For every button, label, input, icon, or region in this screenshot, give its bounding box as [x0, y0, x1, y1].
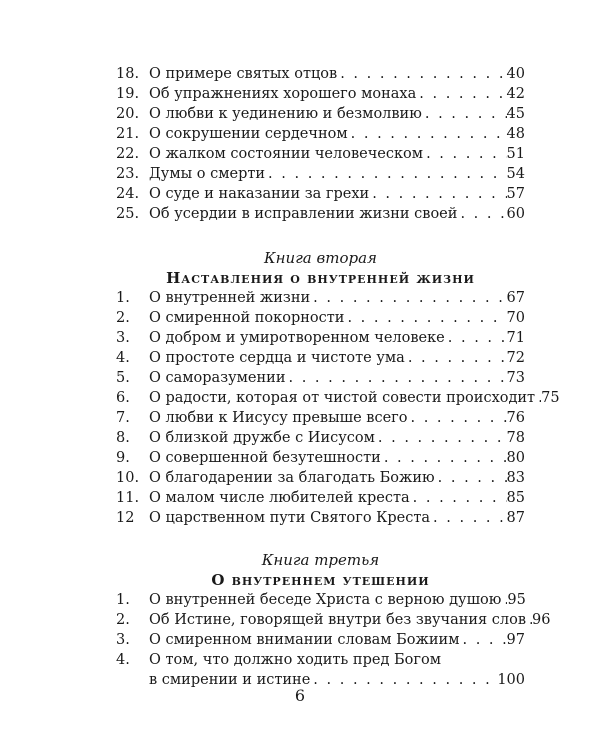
dot-leader — [375, 428, 507, 448]
toc-entry[interactable] — [116, 448, 525, 468]
entry-title: О примере святых отцов — [149, 66, 338, 82]
toc-entry[interactable] — [116, 348, 525, 368]
entry-title: О царственном пути Святого Креста — [149, 510, 431, 526]
toc-entry[interactable] — [116, 184, 525, 204]
dot-leader — [286, 368, 507, 388]
entry-number: 25. — [116, 206, 140, 222]
toc-entry[interactable] — [116, 428, 525, 448]
entry-page-number: 87 — [506, 510, 525, 526]
entry-page-number: 71 — [506, 330, 525, 346]
book3-heading: О внутреннем утешении — [211, 571, 430, 589]
toc-entry-book3-4[interactable] — [116, 650, 525, 670]
entry-number: 12 — [116, 510, 135, 526]
entry-number: 4. — [116, 350, 130, 366]
entry-title: О суде и наказании за грехи — [149, 186, 370, 202]
book2-heading: Наставления о внутренней жизни — [166, 269, 475, 287]
toc-entry[interactable] — [116, 164, 525, 184]
entry-number: 8. — [116, 430, 130, 446]
dot-leader — [457, 204, 506, 224]
entry-number: 1. — [116, 592, 130, 608]
entry-page-number: 83 — [506, 470, 525, 486]
table-of-contents — [116, 64, 560, 690]
dot-leader — [416, 84, 506, 104]
toc-entry[interactable] — [116, 288, 525, 308]
entry-number: 20. — [116, 106, 140, 122]
entry-page-number: 48 — [506, 126, 525, 142]
dot-leader — [344, 308, 506, 328]
entry-number: 5. — [116, 370, 130, 386]
entry-title: О саморазумении — [149, 370, 286, 386]
entry-number: 10. — [116, 470, 140, 486]
entry-title: О добром и умиротворенном человеке — [149, 330, 445, 346]
entry-title: О радости, которая от чистой совести происходит — [149, 390, 536, 406]
entry-page-number: 67 — [506, 290, 525, 306]
toc-entry[interactable] — [116, 590, 525, 610]
dot-leader — [445, 328, 507, 348]
dot-leader — [348, 124, 507, 144]
entry-number: 2. — [116, 310, 130, 326]
toc-entry[interactable] — [116, 368, 525, 388]
entry-number: 3. — [116, 632, 130, 648]
entry-title: О жалком состоянии человеческом — [149, 146, 424, 162]
book2-entry-list — [116, 288, 560, 528]
entry-number: 9. — [116, 450, 130, 466]
entry-number: 22. — [116, 146, 140, 162]
entry-number: 23. — [116, 166, 140, 182]
dot-leader — [459, 630, 506, 650]
toc-entry[interactable] — [116, 610, 551, 630]
dot-leader — [435, 468, 507, 488]
entry-page-number: 70 — [506, 310, 525, 326]
toc-entry[interactable] — [116, 630, 525, 650]
entry-page-number: 85 — [506, 490, 525, 506]
entry-number: 7. — [116, 410, 130, 426]
dot-leader — [408, 408, 507, 428]
entry-title: О смиренном внимании словам Божиим — [149, 632, 460, 648]
entry-number: 18. — [116, 66, 140, 82]
toc-entry[interactable] — [116, 388, 560, 408]
dot-leader — [369, 184, 506, 204]
dot-leader — [265, 164, 507, 184]
toc-entry[interactable] — [116, 468, 525, 488]
entry-page-number: 100 — [497, 672, 525, 688]
page-number: 6 — [294, 686, 306, 705]
entry-page-number: 72 — [506, 350, 525, 366]
entry-title: О простоте сердца и чистоте ума — [149, 350, 405, 366]
entry-page-number: 40 — [506, 66, 525, 82]
entry-page-number: 97 — [506, 632, 525, 648]
entry-title: Об Истине, говорящей внутри без звучания слов — [149, 612, 527, 628]
toc-entry[interactable] — [116, 124, 525, 144]
toc-entry[interactable] — [116, 508, 525, 528]
toc-entry[interactable] — [116, 408, 525, 428]
entry-title: О благодарении за благодать Божию — [149, 470, 435, 486]
entry-page-number: 95 — [507, 592, 526, 608]
entry-number: 3. — [116, 330, 130, 346]
entry-page-number: 51 — [506, 146, 525, 162]
toc-entry[interactable] — [116, 308, 525, 328]
toc-entry[interactable] — [116, 104, 525, 124]
entry-title: О сокрушении сердечном — [149, 126, 348, 142]
dot-leader — [422, 104, 507, 124]
book1-entry-list — [116, 64, 525, 224]
entry-page-number: 75 — [541, 390, 560, 406]
toc-entry[interactable] — [116, 204, 525, 224]
book3-entry-list — [116, 590, 551, 650]
entry-page-number: 76 — [506, 410, 525, 426]
dot-leader — [310, 288, 506, 308]
entry-number: 21. — [116, 126, 140, 142]
entry-title: Об усердии в исправлении жизни своей — [149, 206, 458, 222]
entry-title: О любви к Иисусу превыше всего — [149, 410, 408, 426]
entry-number: 19. — [116, 86, 140, 102]
entry-page-number: 54 — [506, 166, 525, 182]
entry-page-number: 60 — [506, 206, 525, 222]
dot-leader — [423, 144, 506, 164]
entry-title-line1: О том, что должно ходить пред Богом — [149, 652, 441, 668]
book2-label: Книга вторая — [264, 249, 377, 267]
entry-title: О малом числе любителей креста — [149, 490, 410, 506]
entry-page-number: 78 — [506, 430, 525, 446]
entry-number: 4. — [116, 652, 130, 668]
toc-entry[interactable] — [116, 488, 525, 508]
toc-entry[interactable] — [116, 64, 525, 84]
toc-entry[interactable] — [116, 84, 525, 104]
entry-page-number: 57 — [506, 186, 525, 202]
entry-number: 1. — [116, 290, 130, 306]
entry-title: Думы о смерти — [149, 166, 266, 182]
entry-page-number: 80 — [506, 450, 525, 466]
entry-page-number: 73 — [506, 370, 525, 386]
entry-title: О близкой дружбе с Иисусом — [149, 430, 375, 446]
entry-title: О внутренней беседе Христа с верною душою — [149, 592, 502, 608]
book3-label: Книга третья — [261, 551, 380, 569]
entry-number: 6. — [116, 390, 130, 406]
toc-entry[interactable] — [116, 144, 525, 164]
toc-entry[interactable] — [116, 328, 525, 348]
entry-page-number: 96 — [532, 612, 551, 628]
entry-page-number: 42 — [506, 86, 525, 102]
entry-title: Об упражнениях хорошего монаха — [149, 86, 417, 102]
entry-number: 11. — [116, 490, 140, 506]
entry-title: О совершенной безутешности — [149, 450, 381, 466]
entry-title: О смиренной покорности — [149, 310, 345, 326]
entry-page-number: 45 — [506, 106, 525, 122]
dot-leader — [405, 348, 507, 368]
dot-leader — [337, 64, 506, 84]
entry-title-line2: в смирении и истине — [149, 672, 311, 688]
entry-number: 24. — [116, 186, 140, 202]
dot-leader — [430, 508, 507, 528]
entry-title: О внутренней жизни — [149, 290, 311, 306]
entry-title: О любви к уединению и безмолвию — [149, 106, 422, 122]
dot-leader — [410, 488, 507, 508]
dot-leader — [381, 448, 507, 468]
entry-number: 2. — [116, 612, 130, 628]
